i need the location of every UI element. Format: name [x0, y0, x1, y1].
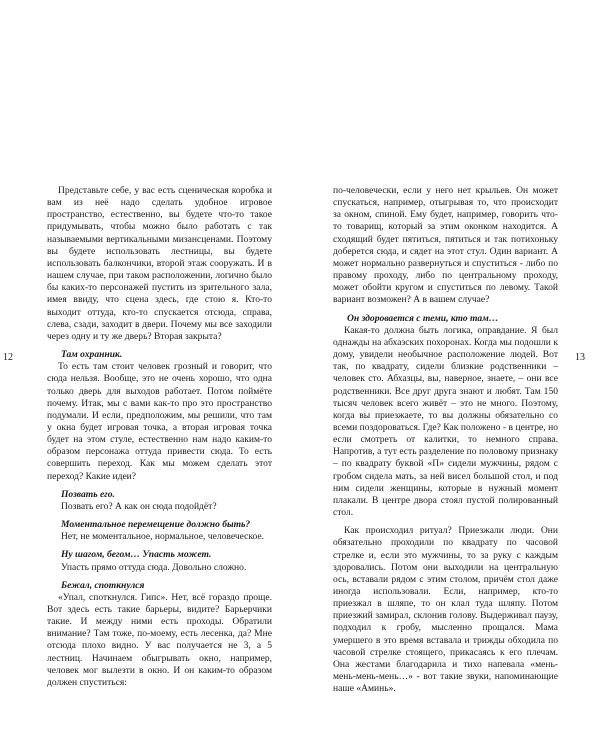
paragraph: по-человечески, если у него нет крыльев. Он может спускаться, например, отыгрывая то, что происходит за окном, спиной. Ему будет, например, говорить что-то товарищ, который за этим оконком находится. А сходящий будет пятиться, пятиться и так потихоньку доберется сюда, и сядет на этот стул. Один вариант. А может нормально развернуться и спуститься - либо по правому проходу, либо по центральному проходу, может обойти кругом и спуститься по левому. Такой вариант возможен? А в вашем случае? — [333, 185, 558, 306]
teacher-answer: Позвать его? А как он сюда подойдёт? — [61, 500, 217, 512]
paragraph: Как происходил ритуал? Приезжали люди. Они обязательно проходили по квадрату по часовой стрелке и, если это мужчины, то за руку с каждым здоровались. Потом они выходили на центральную ось, вставали рядом с этим столом, причём стол даже иногда использовали. Если, например, кто-то приезжал в шляпе, то он клал туда шляпу. Потом приезжий замирал, склонив голову. Выдерживал паузу, подходил к гробу, мысленно прощался. Мама умершего в это время вставала и трижды обходила по часовой стрелке стоящего, прикасаясь к его плечам. Она жестами благодарила и тихо напевала «мень-мень-мень-мень…» - вот такие звуки, напоминающие наше «Аминь». — [333, 525, 558, 695]
student-reply: Он здоровается с теми, кто там… — [347, 312, 499, 324]
student-reply: Там охранник. — [61, 349, 123, 361]
student-reply: Ну шагом, бегом… Упасть может. — [61, 549, 212, 561]
page-number-right: 13 — [575, 352, 585, 363]
student-reply: Бежал, споткнулся — [61, 579, 145, 591]
student-reply: Моментальное перемещение должно быть? — [61, 519, 251, 531]
student-reply: Позвать его. — [61, 488, 115, 500]
page-number-left: 12 — [3, 352, 13, 363]
paragraph: «Упал, споткнулся. Гипс». Нет, всё гораздо проще. Вот здесь есть такие барьеры, видите? Барьерчики такие. И между ними есть проходы. Обратили внимание? Там тоже, по-моему, есть лесенка, да? Мне отсюда плохо видно. У вас получается не 3, а 5 лестниц. Начинаем обыгрывать окно, например, человек мог вылезти в окно. И он каким-то образом должен спуститься: — [47, 591, 272, 688]
paragraph: Какая-то должна быть логика, оправдание. Я был однажды на абхазских похоронах. Когда мы подошли к дому, увидели необычное расположение людей. Вот так, по квадрату, сидели близкие родственники – человек сто. Абхазцы, вы, наверное, знаете, – они все родственники. Все друг друга знают и любят. Там 150 тысяч человек всего живёт – это не много. Поэтому, когда вы приезжаете, то вы должны обязательно со всеми поздороваться. Где? Как положено - в центре, но если смотреть от калитки, то немного справа. Напротив, а тут есть разделение по половому признаку – по квадрату буквой «П» сидели мужчины, рядом с гробом сидела мать, за ней висел большой стол, и под ним сидели женщины, которые в нужный момент плакали. В центре двора стоял пустой полированный стол. — [333, 324, 558, 519]
left-page-column — [47, 185, 272, 689]
paragraph: То есть там стоит человек грозный и говорит, что сюда нельзя. Вообще, это не очень хорошо, что одна только дверь для выходов работает. Потом поймёте почему. Итак, мы с вами как-то про это пространство подумали. И если, предположим, мы решили, что там у окна будет игровая точка, а вторая игровая точка будет на этом стуле, естественно нам надо каким-то образом персонажа оттуда привести сюда. То есть совершить переход. Как мы можем сделать этот переход? Какие идеи? — [47, 361, 272, 482]
right-page-column — [333, 185, 558, 695]
teacher-answer: Нет, не моментальное, нормальное, человеческое. — [61, 531, 264, 543]
paragraph: Представьте себе, у вас есть сценическая коробка и вам из неё надо сделать удобное игровое пространство, естественно, вы будете что-то такое придумывать, чтобы можно было работать с так называемыми вертикальными мизансценами. Поэтому вы будете использовать лестницы, вы будете использовать балкончики, второй этаж сооружать. И в нашем случае, при таком расположении, логично было бы каких-то персонажей пустить из зрительного зала, имея ввиду, что сцена здесь, где стою я. Кто-то выходит оттуда, кто-то спускается отсюда, справа, слева, сзади, заходит в двери. Почему мы все заходили через одну и ту же дверь? Вторая закрыта? — [47, 185, 272, 342]
teacher-answer: Упасть прямо оттуда сюда. Довольно сложно. — [61, 561, 247, 573]
